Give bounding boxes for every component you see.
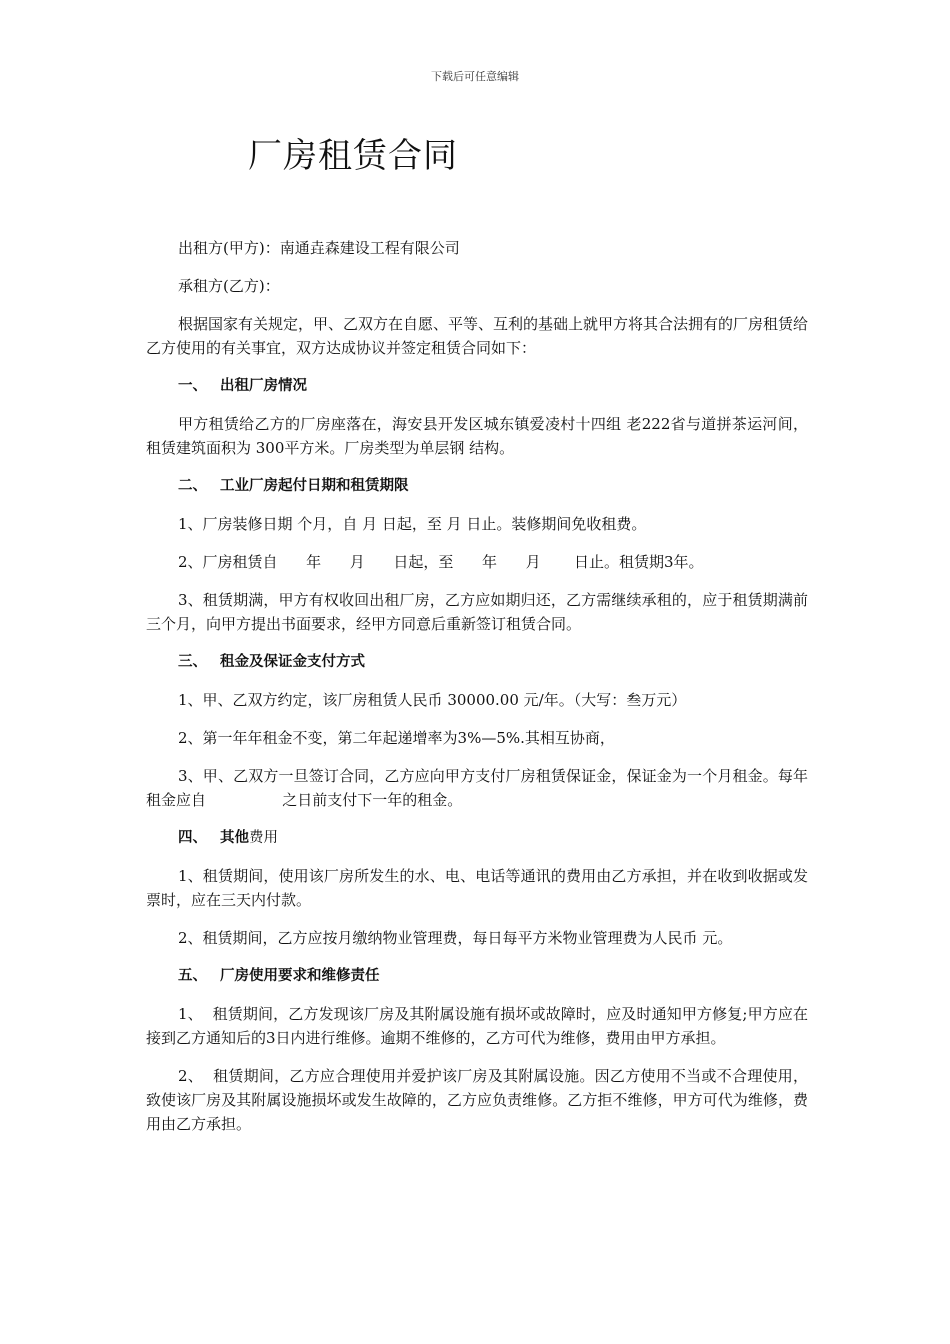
- section-heading-2: [146, 474, 808, 498]
- lessor-line: 出租方(甲方)：南通垚森建设工程有限公司: [178, 239, 460, 257]
- section-4-paragraph-1: 1、租赁期间，使用该厂房所发生的水、电、电话等通讯的费用由乙方承担，并在收到收据或发票时，应在三天内付款。: [146, 867, 808, 909]
- section-number: 二、: [178, 478, 207, 494]
- section-title: 出租厂房情况: [220, 378, 307, 394]
- section-heading-1: [146, 374, 808, 398]
- section-2-paragraph-1: 1、厂房装修日期 个月，自 月 日起，至 月 日止。装修期间免收租费。: [178, 515, 647, 533]
- lessee-line: 承租方(乙方)：: [178, 277, 280, 295]
- section-2-paragraph-2: 2、厂房租赁自 年 月 日起，至 年 月 日止。租赁期3年。: [178, 553, 704, 571]
- section-title: 工业厂房起付日期和租赁期限: [220, 478, 409, 494]
- section-title: 其他: [220, 830, 249, 846]
- section-heading-5: [146, 964, 808, 988]
- section-title: 租金及保证金支付方式: [220, 654, 365, 670]
- section-heading-4: [146, 826, 808, 850]
- section-title-suffix: 费用: [249, 830, 278, 846]
- document-title: 厂房租赁合同: [248, 136, 458, 176]
- section-3-paragraph-2: 2、第一年年租金不变，第二年起递增率为3%—5%.其相互协商，: [178, 729, 615, 747]
- section-3-paragraph-1: 1、甲、乙双方约定，该厂房租赁人民币 30000.00 元/年。（大写：叁万元）: [178, 691, 687, 709]
- section-5-paragraph-2: 2、 租赁期间，乙方应合理使用并爱护该厂房及其附属设施。因乙方使用不当或不合理使用，致使该厂房及其附属设施损坏或发生故障的，乙方应负责维修。乙方拒不维修，甲方可代为维修，费用由乙方承担。: [146, 1067, 808, 1133]
- intro-paragraph: 根据国家有关规定，甲、乙双方在自愿、平等、互利的基础上就甲方将其合法拥有的厂房租赁给乙方使用的有关事宜，双方达成协议并签定租赁合同如下：: [146, 315, 809, 357]
- section-number: 三、: [178, 654, 207, 670]
- section-title: 厂房使用要求和维修责任: [220, 968, 380, 984]
- section-3-paragraph-3: 3、甲、乙双方一旦签订合同，乙方应向甲方支付厂房租赁保证金，保证金为一个月租金。每年租金应自 之日前支付下一年的租金。: [146, 767, 808, 809]
- section-heading-3: [146, 650, 808, 674]
- section-4-paragraph-2: 2、租赁期间，乙方应按月缴纳物业管理费，每日每平方米物业管理费为人民币 元。: [178, 929, 733, 947]
- header-note: 下载后可任意编辑: [431, 70, 519, 83]
- section-number: 五、: [178, 968, 207, 984]
- section-number: 四、: [178, 830, 207, 846]
- section-1-paragraph-1: 甲方租赁给乙方的厂房座落在，海安县开发区城东镇爱凌村十四组 老222省与道拼茶运河间，租赁建筑面积为 300平方米。厂房类型为单层钢 结构。: [146, 415, 808, 457]
- section-5-paragraph-1: 1、 租赁期间，乙方发现该厂房及其附属设施有损坏或故障时，应及时通知甲方修复;甲方应在接到乙方通知后的3日内进行维修。逾期不维修的，乙方可代为维修，费用由甲方承担。: [146, 1005, 808, 1047]
- section-2-paragraph-3: 3、租赁期满，甲方有权收回出租厂房，乙方应如期归还，乙方需继续承租的，应于租赁期满前三个月，向甲方提出书面要求，经甲方同意后重新签订租赁合同。: [146, 591, 808, 633]
- section-number: 一、: [178, 378, 207, 394]
- contract-body: [146, 236, 808, 1150]
